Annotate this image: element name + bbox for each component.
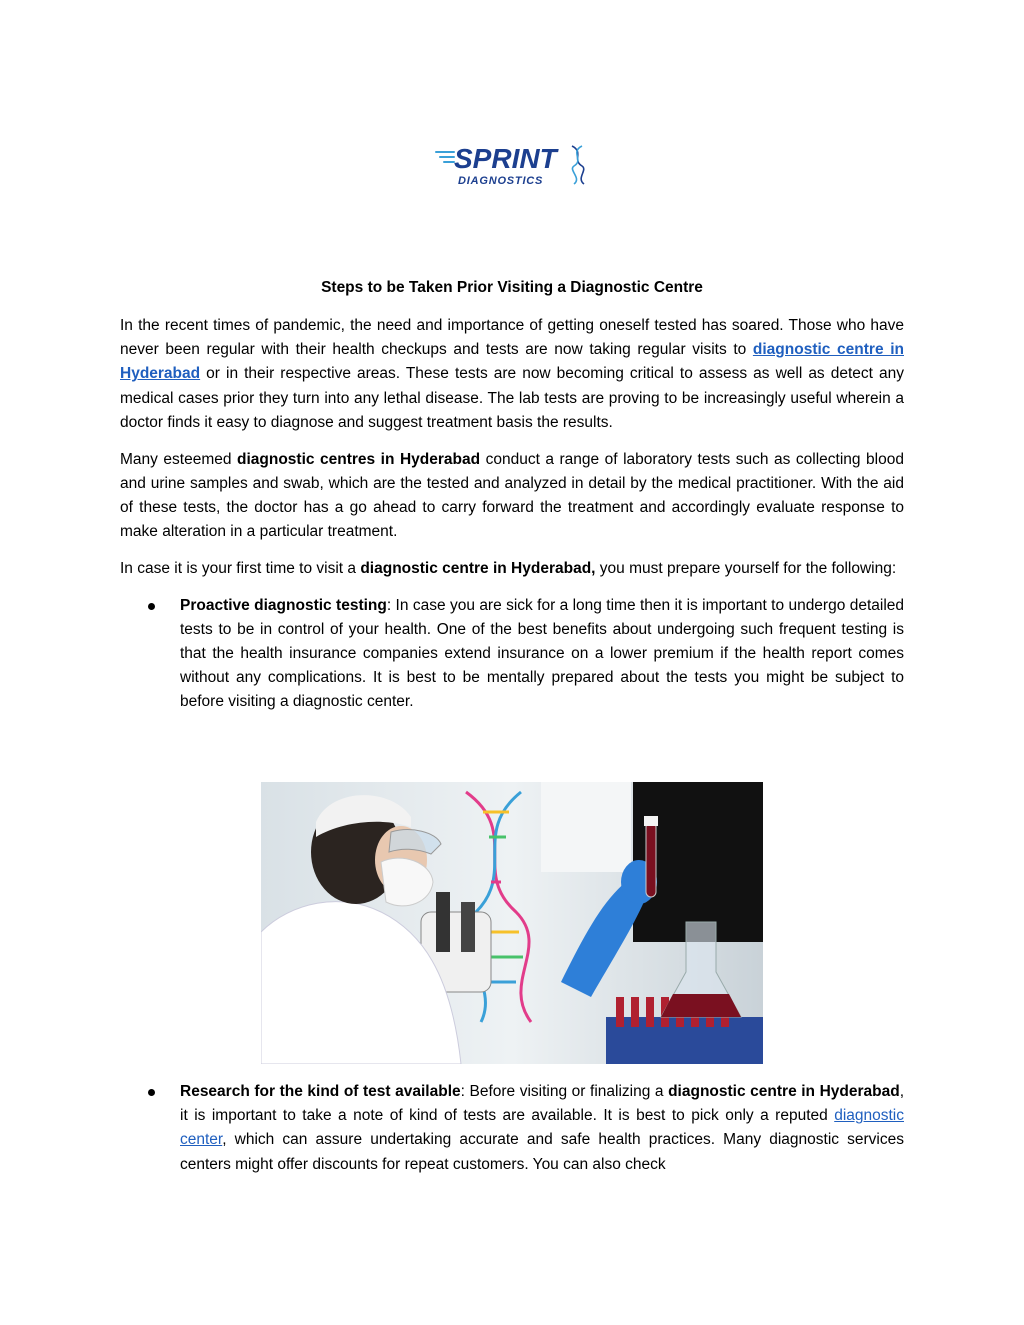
page-title: Steps to be Taken Prior Visiting a Diagnostic Centre xyxy=(321,279,703,296)
bullet2-text-2: , it is important to take a note of kind of tests are available. It is best to pick only a reputed xyxy=(180,1083,905,1125)
bullet2-text-3: , which can assure undertaking accurate and safe health practices. Many diagnostic services centers might offer discounts for repeat customers. You can also check xyxy=(180,1131,904,1173)
diagnostic-center-link[interactable]: diagnostic center xyxy=(180,1107,904,1149)
bullet2-text-1: : Before visiting or finalizing a xyxy=(460,1083,669,1100)
p3-text-a: In case it is your first time to visit a xyxy=(120,559,361,577)
bullet-list xyxy=(120,594,904,715)
p3-bold: diagnostic centre in Hyderabad, xyxy=(360,559,596,577)
bullet1-text: : In case you are sick for a long time then it is important to undergo detailed tests to be in control of your health. One of the best benefits about undergoing such frequent testing is that the health insurance companies extend insurance on a lower premium if the health report comes without any complications. It is best to be mentally prepared about the tests you might be subject to before visiting a diagnostic center. xyxy=(180,596,905,711)
lab-scientist-photo xyxy=(261,782,763,1064)
bullet2-bold-1: Research for the kind of test available xyxy=(180,1083,461,1100)
bullet1-bold: Proactive diagnostic testing xyxy=(180,596,387,614)
document-body xyxy=(120,314,904,715)
p2-text-b: conduct a range of laboratory tests such as collecting blood and urine samples and swab, which are the tested and analyzed in detail by the medical practitioner. With the aid of these tests, the doctor has a go ahead to carry forward the treatment and accordingly evaluate response to make alteration in a particular treatment. xyxy=(120,450,904,541)
bullet-list-continued xyxy=(120,1080,904,1177)
paragraph-2 xyxy=(120,448,904,545)
p3-text-b: you must prepare yourself for the following: xyxy=(595,559,897,577)
sprint-diagnostics-logo xyxy=(432,140,592,190)
p2-bold: diagnostic centres in Hyderabad xyxy=(237,450,481,468)
logo-sub-text: DIAGNOSTICS xyxy=(458,175,544,187)
p1-text-a: In the recent times of pandemic, the need and importance of getting oneself tested has soared. Those who have never been regular with their health checkups and tests are now taking regular visits to xyxy=(120,317,904,359)
bullet2-bold-2: diagnostic centre in Hyderabad xyxy=(668,1083,900,1100)
list-item xyxy=(120,1080,904,1177)
paragraph-3 xyxy=(120,557,904,581)
bullet-dot-icon xyxy=(148,1089,155,1096)
bullet-dot-icon xyxy=(148,603,155,610)
diagnostic-centre-link[interactable]: diagnostic centre in Hyderabad xyxy=(120,341,904,383)
list-item xyxy=(120,594,904,715)
p1-text-b: or in their respective areas. These tests are now becoming critical to assess as well as detect any medical cases prior they turn into any lethal disease. The lab tests are proving to be increasingly useful wherein a doctor finds it easy to diagnose and suggest treatment basis the results. xyxy=(120,365,904,431)
p2-text-a: Many esteemed xyxy=(120,450,237,468)
logo-brand-text: SPRINT xyxy=(454,143,557,174)
paragraph-1 xyxy=(120,314,904,435)
